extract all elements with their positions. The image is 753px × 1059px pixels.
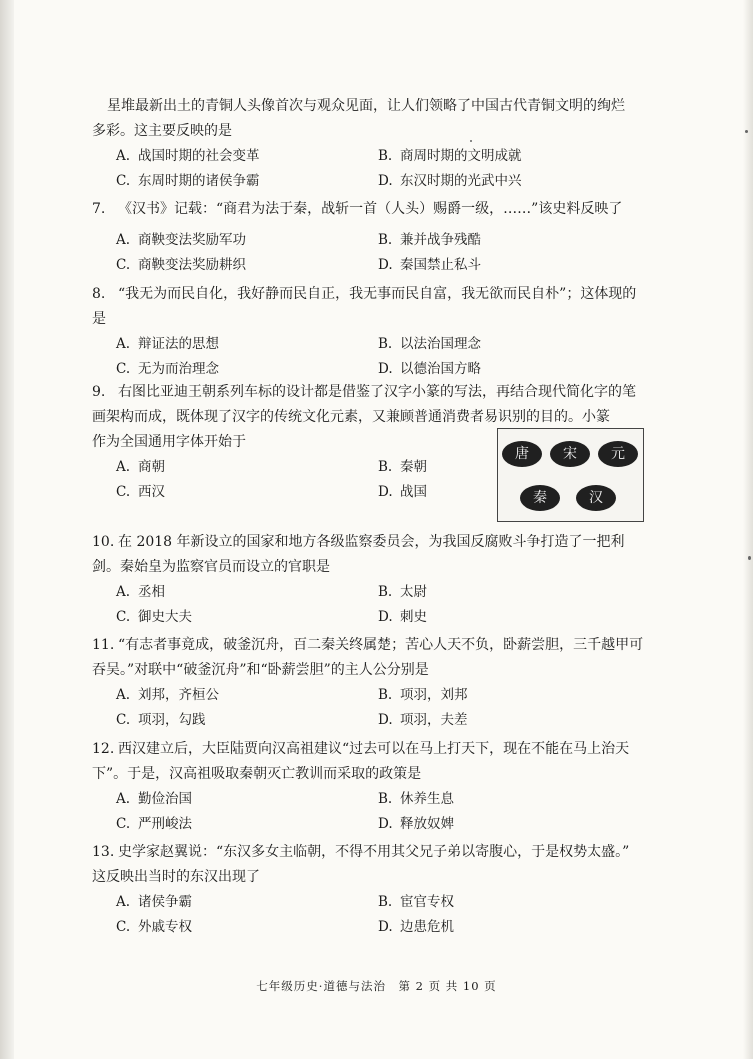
scan-shadow-left bbox=[0, 0, 14, 1059]
question-12-options bbox=[92, 787, 662, 837]
question-7-option-c[interactable]: C. 商鞅变法奖励耕织 bbox=[116, 257, 246, 273]
question-12 bbox=[92, 737, 662, 837]
question-6 bbox=[92, 94, 667, 194]
question-12-stem-line1: 12. 西汉建立后，大臣陆贾向汉高祖建议“过去可以在马上打天下，现在不能在马上治天 bbox=[92, 741, 630, 757]
question-10-option-b[interactable]: B. 太尉 bbox=[378, 584, 427, 600]
question-8-options bbox=[92, 332, 662, 382]
question-8 bbox=[92, 282, 662, 382]
question-6-option-d[interactable]: D. 东汉时期的光武中兴 bbox=[378, 173, 522, 189]
question-6-option-c[interactable]: C. 东周时期的诸侯争霸 bbox=[116, 173, 260, 189]
question-13-option-c[interactable]: C. 外戚专权 bbox=[116, 919, 192, 935]
question-7-options bbox=[92, 228, 662, 278]
question-7-option-b[interactable]: B. 兼并战争残酷 bbox=[378, 232, 481, 248]
question-13-option-a[interactable]: A. 诸侯争霸 bbox=[116, 894, 192, 910]
question-6-option-b[interactable]: B. 商周时期的文明成就 bbox=[378, 148, 522, 164]
question-6-stem-line2: 多彩。这主要反映的是 bbox=[92, 123, 232, 139]
question-10-option-a[interactable]: A. 丞相 bbox=[116, 584, 165, 600]
question-9-option-c[interactable]: C. 西汉 bbox=[116, 484, 165, 500]
question-12-option-c[interactable]: C. 严刑峻法 bbox=[116, 816, 192, 832]
question-9-stem-line3: 作为全国通用字体开始于 bbox=[92, 434, 246, 450]
question-9-option-d[interactable]: D. 战国 bbox=[378, 484, 427, 500]
question-7-stem: 7. 《汉书》记载：“商君为法于秦，战斩一首（人头）赐爵一级，……”该史料反映了 bbox=[92, 201, 623, 217]
question-8-stem-line1: 8. “我无为而民自化，我好静而民自正，我无事而民自富，我无欲而民自朴”；这体现的 bbox=[92, 286, 637, 302]
question-10-option-d[interactable]: D. 刺史 bbox=[378, 609, 427, 625]
question-7-option-a[interactable]: A. 商鞅变法奖励军功 bbox=[116, 232, 246, 248]
question-10 bbox=[92, 530, 662, 630]
question-9-stem-line2: 画架构而成，既体现了汉字的传统文化元素，又兼顾普通消费者易识别的目的。小篆 bbox=[92, 409, 610, 425]
question-12-option-d[interactable]: D. 释放奴婢 bbox=[378, 816, 454, 832]
logo-yuan-icon: 元 bbox=[598, 441, 638, 467]
question-10-options bbox=[92, 580, 662, 630]
question-9-option-a[interactable]: A. 商朝 bbox=[116, 459, 165, 475]
question-12-stem-line2: 下”。于是，汉高祖吸取秦朝灭亡教训而采取的政策是 bbox=[92, 766, 422, 782]
question-11-stem-line1: 11. “有志者事竟成，破釜沉舟，百二秦关终属楚；苦心人天不负，卧薪尝胆，三千越甲可 bbox=[92, 637, 644, 653]
scan-shadow-right bbox=[743, 0, 753, 1059]
question-13-stem-line2: 这反映出当时的东汉出现了 bbox=[92, 869, 260, 885]
question-11-options bbox=[92, 683, 662, 733]
question-6-options bbox=[92, 144, 667, 194]
question-11 bbox=[92, 633, 662, 733]
question-13-stem-line1: 13. 史学家赵翼说：“东汉多女主临朝，不得不用其父兄子弟以寄腹心，于是权势太盛。” bbox=[92, 844, 630, 860]
question-13-options bbox=[92, 890, 662, 940]
scan-speck bbox=[748, 556, 751, 560]
page-footer: 七年级历史·道德与法治 第 2 页 共 10 页 bbox=[256, 979, 497, 993]
question-10-stem-line1: 10. 在 2018 年新设立的国家和地方各级监察委员会，为我国反腐败斗争打造了一把利 bbox=[92, 534, 625, 550]
question-11-option-d[interactable]: D. 项羽，夫差 bbox=[378, 712, 468, 728]
byd-dynasty-logos-image bbox=[497, 428, 644, 522]
scan-speck bbox=[745, 130, 748, 133]
question-8-option-d[interactable]: D. 以德治国方略 bbox=[378, 361, 481, 377]
question-12-option-b[interactable]: B. 休养生息 bbox=[378, 791, 454, 807]
question-10-stem-line2: 剑。秦始皇为监察官员而设立的官职是 bbox=[92, 559, 330, 575]
question-11-option-a[interactable]: A. 刘邦，齐桓公 bbox=[116, 687, 219, 703]
question-8-option-b[interactable]: B. 以法治国理念 bbox=[378, 336, 481, 352]
question-11-stem-line2: 吞吴。”对联中“破釜沉舟”和“卧薪尝胆”的主人公分别是 bbox=[92, 662, 429, 678]
logo-tang-icon: 唐 bbox=[502, 441, 542, 467]
logo-song-icon: 宋 bbox=[550, 441, 590, 467]
question-10-option-c[interactable]: C. 御史大夫 bbox=[116, 609, 192, 625]
question-6-option-a[interactable]: A. 战国时期的社会变革 bbox=[116, 148, 260, 164]
question-11-option-c[interactable]: C. 项羽，勾践 bbox=[116, 712, 206, 728]
question-13-option-d[interactable]: D. 边患危机 bbox=[378, 919, 454, 935]
logo-qin-icon: 秦 bbox=[520, 485, 560, 511]
question-13-option-b[interactable]: B. 宦官专权 bbox=[378, 894, 454, 910]
question-7-option-d[interactable]: D. 秦国禁止私斗 bbox=[378, 257, 481, 273]
question-8-option-c[interactable]: C. 无为而治理念 bbox=[116, 361, 219, 377]
question-8-stem-line2: 是 bbox=[92, 311, 106, 327]
question-13 bbox=[92, 840, 662, 940]
logo-han-icon: 汉 bbox=[576, 485, 616, 511]
question-6-stem-line1: 星堆最新出土的青铜人头像首次与观众见面，让人们领略了中国古代青铜文明的绚烂 bbox=[107, 98, 625, 114]
question-11-option-b[interactable]: B. 项羽，刘邦 bbox=[378, 687, 468, 703]
question-9-stem-line1: 9. 右图比亚迪王朝系列车标的设计都是借鉴了汉字小篆的写法，再结合现代简化字的笔 bbox=[92, 384, 636, 400]
scan-speck bbox=[470, 140, 472, 142]
question-7 bbox=[92, 197, 662, 278]
question-12-option-a[interactable]: A. 勤俭治国 bbox=[116, 791, 192, 807]
question-9-option-b[interactable]: B. 秦朝 bbox=[378, 459, 427, 475]
question-8-option-a[interactable]: A. 辩证法的思想 bbox=[116, 336, 219, 352]
